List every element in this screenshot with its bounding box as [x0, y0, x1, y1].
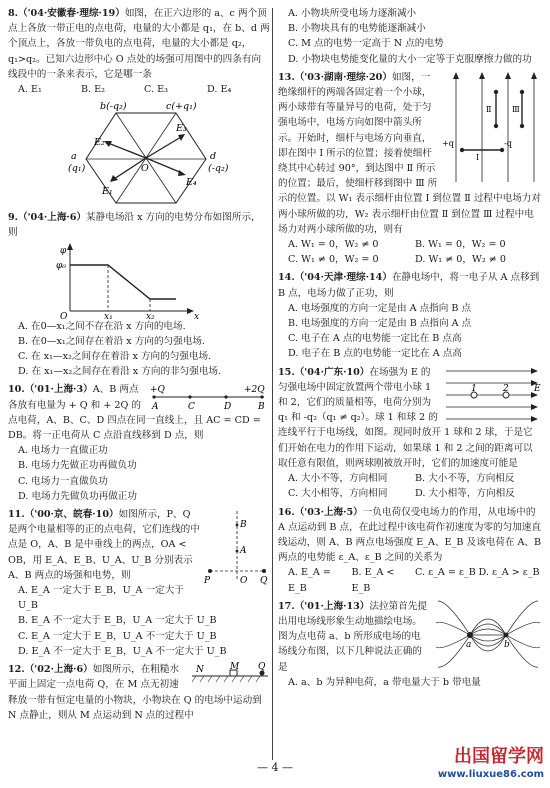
option-c: C. 电场力一直做负功 [18, 475, 108, 487]
question-source: （'04·上海·6） [18, 212, 87, 224]
option-a: A. E_A 一定大于 E_B，U_A 一定大于 U_B [18, 585, 184, 612]
question-number: 13. [278, 71, 295, 83]
option-c: C. ε_A = ε_B [415, 567, 476, 579]
label-phi0: φ₀ [56, 260, 66, 271]
label-e4: E₄ [186, 177, 197, 189]
question-source: （'00·京、皖春·10） [24, 509, 119, 521]
option-d: D. W₁ ≠ 0，W₂ ≠ 0 [415, 254, 506, 266]
option-b: B. 小物块具有的电势能逐渐减小 [288, 23, 426, 35]
label-e2: E₂ [94, 137, 105, 149]
option-a: A. 电场强度的方向一定是由 A 点指向 B 点 [288, 302, 472, 314]
label-p: P [204, 576, 211, 586]
left-column [8, 6, 270, 726]
label-ball-1: 1 [471, 383, 477, 394]
label-e3: E₃ [176, 123, 187, 135]
question-14 [278, 270, 542, 361]
question-17 [278, 599, 542, 690]
option-a: A. W₁ = 0，W₂ ≠ 0 [288, 239, 379, 251]
label-pos-i: Ⅰ [476, 152, 480, 162]
label-q: Q [260, 576, 268, 586]
question-stem: 某静电场沿 x 方向的电势分布如图所示，则 [8, 212, 261, 239]
options-row-1 [278, 237, 542, 252]
question-number: 10. [8, 384, 25, 396]
potential-graph [8, 241, 270, 319]
option-c: C. 大小相等，方向相同 [288, 488, 388, 500]
label-o: O [141, 163, 149, 175]
question-12-options [278, 6, 542, 67]
label-a-charge: (q₁) [68, 163, 86, 175]
option-c: C. 电子在 A 点的电势能一定比在 B 点高 [288, 333, 462, 345]
label-x1: x₁ [104, 311, 113, 319]
perpendicular-bisector-figure [204, 507, 270, 585]
question-source: （'04·安徽春·理综·19） [18, 8, 125, 19]
label-e: E [534, 383, 541, 394]
question-source: （'04·天津·理综·14） [294, 272, 392, 284]
hexagon-figure [8, 97, 270, 207]
question-stem: 法拉第首先提出用电场线形象生动地描绘电场。图为点电荷 a、b 所形成电场的电场线分布图，以下几种说法正确的是 [278, 600, 427, 673]
question-stem: 在静电场中，将一电子从 A 点移到 B 点，电场力做了正功，则 [278, 272, 540, 299]
question-number: 9. [8, 212, 19, 224]
label-a: A [240, 546, 247, 557]
label-b: b(-q₂) [100, 101, 127, 113]
options-row-1 [278, 471, 542, 486]
column-divider [272, 8, 273, 760]
label-x: x [194, 311, 200, 319]
question-source: （'02·上海·6） [24, 664, 93, 676]
question-source: （'01·上海·13） [294, 600, 370, 612]
question-number: 11. [8, 509, 25, 521]
label-a: a [466, 639, 472, 650]
option-d: D. 电场力先做负功再做正功 [18, 490, 137, 502]
option-c: C. E_A 一定大于 E_B，U_A 不一定大于 U_B [18, 630, 217, 642]
options [8, 82, 270, 97]
option-d: D. 在 x₁—x₂之间存在着沿 x 方向的非匀强电场. [18, 366, 222, 378]
question-13 [278, 70, 542, 268]
label-b: B [240, 520, 247, 531]
option-a: A. E_A = E_B [288, 567, 331, 594]
question-source: （'01·上海·3） [24, 384, 93, 396]
options-row-2 [278, 252, 542, 267]
question-number: 12. [8, 664, 25, 676]
option-b: B. 在0—x₁之间存在着沿 x 方向的匀强电场. [18, 335, 205, 347]
label-m: M [230, 662, 240, 673]
option-b: B. E_A 不一定大于 E_B，U_A 一定大于 U_B [18, 615, 217, 627]
page-number: — 4 — [257, 761, 293, 774]
label-x2: x₂ [146, 311, 155, 319]
option-c: C. 在 x₁—x₂之间存在着沿 x 方向的匀强电场. [18, 351, 212, 363]
option-b: B. 电场强度的方向一定是由 B 点指向 A 点 [288, 318, 472, 330]
option-d: D. 电子在 B 点的电势能一定比在 A 点高 [288, 348, 462, 360]
dipole-field-figure [434, 599, 542, 669]
option-c: C. W₁ ≠ 0，W₂ = 0 [288, 254, 379, 266]
question-8 [8, 6, 270, 207]
option-a: A. 小物块所受电场力逐渐减小 [288, 8, 417, 19]
label-origin: O [60, 311, 68, 319]
question-stem: 如图所示，在粗糙水平面上固定一点电荷 Q，在 M 点无初速释放一带有恒定电量的小物块，小物块在 Q 的电场中运动到 N 点静止，则从 M 点运动到 N 点的过程中 [8, 664, 262, 721]
question-11 [8, 507, 270, 659]
options-row-2 [278, 486, 542, 501]
option-d: D. 小物块电势能变化量的大小一定等于克服摩擦力做的功 [288, 53, 532, 65]
rough-surface-figure [190, 662, 270, 684]
option-b: B. 大小不等，方向相反 [415, 473, 515, 485]
label-ball-2: 2 [503, 383, 509, 394]
label-phi: φ [60, 245, 67, 256]
watermark-url: www.liuxue86.com [437, 768, 544, 780]
label-pos-iii: Ⅲ [512, 104, 520, 114]
label-a: A [152, 402, 159, 413]
option-b: B. E_A < E_B [351, 567, 395, 594]
question-number: 8. [8, 8, 19, 19]
label-plus-q: +q [442, 138, 454, 148]
option-a: A. E₁ [18, 84, 42, 96]
label-d-charge: (-q₂) [208, 163, 229, 175]
label-n: N [196, 665, 204, 676]
options [278, 565, 542, 595]
option-c: C. M 点的电势一定高于 N 点的电势 [288, 38, 444, 50]
option-d: D. 大小相等，方向相反 [415, 488, 515, 500]
label-b: B [258, 402, 265, 413]
question-source: （'04·广东·10） [294, 366, 370, 378]
question-stem: 如图，在正六边形的 a、c 两个顶点上各放一带正电的点电荷，电量的大小都是 q₁，在 b、d 两个顶点上，各放一带负电的点电荷，电量的大小都是 q₂，q₁>q₂。已知六边形中心 O 点处的场强可用图中的四条有向线段中的一条来表示，它是哪一条 [8, 8, 270, 80]
option-b: B. W₁ = 0，W₂ = 0 [415, 239, 506, 251]
label-o: O [240, 576, 248, 586]
question-number: 17. [278, 600, 295, 612]
question-number: 15. [278, 366, 295, 378]
question-number: 16. [278, 506, 295, 518]
option-a: A. 大小不等，方向相同 [288, 473, 388, 485]
label-d: d [210, 151, 217, 163]
question-stem: 如图，一绝缘细杆的两端各固定着一个小球，两小球带有等量异号的电荷，处于匀强电场中，电场方向如图中箭头所示。开始时，细杆与电场方向垂直，即在图中 Ⅰ 所示的位置；接着使细杆绕其中心转过 90°，到达图中 Ⅱ 所示的位置；最后，使细杆移到图中 Ⅲ 所示的位置。以 W₁ 表示细杆由位置 Ⅰ 到位置 Ⅱ 过程中电场力对两小球所做的功，W₂ 表示细杆由位置 Ⅱ 到位置 Ⅲ 过程中电场力对两小球所做的功，则有 [278, 71, 541, 235]
watermark-logo[interactable] [438, 747, 544, 782]
label-d: D [224, 402, 232, 413]
label-minus-q: -q [504, 138, 512, 148]
option-d: D. E_A 不一定大于 E_B，U_A 不一定大于 U_B [18, 645, 227, 657]
option-b: B. E₂ [81, 84, 105, 96]
right-column [278, 6, 542, 693]
question-stem: 一负电荷仅受电场力的作用，从电场中的 A 点运动到 B 点，在此过程中该电荷作初速度为零的匀加速直线运动，则 A、B 两点电场强度 E_A、E_B 及该电荷在 A、B 两点的电势能 ε_A、ε_B 之间的关系为 [278, 506, 542, 564]
option-a: A. 电场力一直做正功 [18, 445, 108, 457]
question-stem: 如图所示，P、Q 是两个电量相等的正的点电荷，它们连线的中点是 O，A、B 是中垂线上的两点，OA < OB，用 E_A、E_B、U_A、U_B 分别表示 A、B 两点的场强和电势，则 [8, 509, 200, 581]
question-12 [8, 662, 270, 723]
option-a: A. a、b 为异种电荷，a 带电量大于 b 带电量 [288, 676, 481, 688]
option-c: C. E₃ [144, 84, 168, 96]
question-16 [278, 505, 542, 596]
label-q: Q [258, 662, 266, 673]
label-e1: E₁ [102, 186, 113, 198]
label-c: c(+q₁) [166, 101, 197, 113]
rotating-rod-figure [442, 70, 542, 184]
question-9 [8, 210, 270, 379]
label-a: a [71, 151, 77, 163]
option-d: D. ε_A > ε_B [478, 567, 540, 579]
question-10 [8, 382, 270, 504]
label-b: b [504, 639, 510, 650]
label-pos-ii: Ⅱ [486, 104, 492, 114]
label-c: C [188, 402, 195, 413]
question-source: （'03·湖南·理综·20） [294, 71, 392, 83]
question-number: 14. [278, 272, 295, 284]
question-stem: 在场强为 E 的匀强电场中固定放置两个带电小球 1 和 2，它们的质量相等，电荷分别为 q₁ 和 -q₂（q₁ ≠ q₂）。球 1 和球 2 的连线平行于电场线，如图。现同时放开 1 球和 2 球，于是它们开始在电力的作用下运动，如果球 1 和 2 之间的距离可以取任意有限值，则两球刚被放开时，它们的加速度可能是 [278, 366, 533, 469]
question-source: （'03·上海·5） [294, 506, 363, 518]
question-15 [278, 365, 542, 502]
watermark-brand: 出国留学网 [454, 745, 544, 767]
option-b: B. 电场力先做正功再做负功 [18, 460, 137, 472]
field-lines-figure [444, 365, 542, 423]
option-d: D. E₄ [207, 84, 232, 96]
line-charges-figure [148, 382, 270, 412]
label-plus-2q: +2Q [244, 385, 265, 396]
label-plus-q: +Q [150, 385, 165, 396]
option-a: A. 在0—x₁之间不存在沿 x 方向的电场. [18, 320, 186, 332]
question-stem: A、B 两点各放有电量为 + Q 和 + 2Q 的点电荷，A、B、C、D 四点在同一直线上，且 AC = CD = DB。将一正电荷从 C 点沿直线移到 D 点，则 [8, 384, 261, 442]
